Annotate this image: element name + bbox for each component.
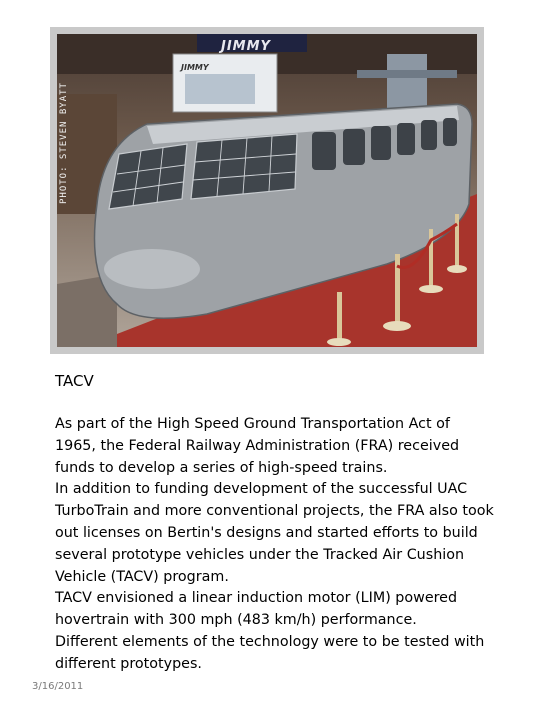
train-illustration xyxy=(57,34,477,347)
slide-date: 3/16/2011 xyxy=(32,681,84,692)
photo-credit: PHOTO: STEVEN BYATT xyxy=(59,82,69,204)
body-paragraph: As part of the High Speed Ground Transportation Act of 1965, the Federal Railway Administration (FRA) received funds to develop a series of high-speed trains. xyxy=(55,416,460,476)
body-paragraph: In addition to funding development of the successful UAC TurboTrain and more conventional projects, the FRA also took out licenses on Bertin's designs and started efforts to build several prototype vehicles under the Tracked Air Cushion Vehicle (TACV) program. xyxy=(55,481,494,585)
slide-title: TACV xyxy=(55,372,94,390)
body-paragraph: Different elements of the technology were to be tested with different prototypes. xyxy=(55,633,485,672)
banner-text: JIMMY xyxy=(221,39,271,54)
poster-text: JIMMY xyxy=(181,63,209,72)
body-paragraph: TACV envisioned a linear induction motor (LIM) powered hovertrain with 300 mph (483 km/h) performance. xyxy=(55,590,458,629)
slide-body xyxy=(55,414,495,676)
photo-frame xyxy=(50,27,484,354)
tacv-train-photo xyxy=(57,34,477,347)
